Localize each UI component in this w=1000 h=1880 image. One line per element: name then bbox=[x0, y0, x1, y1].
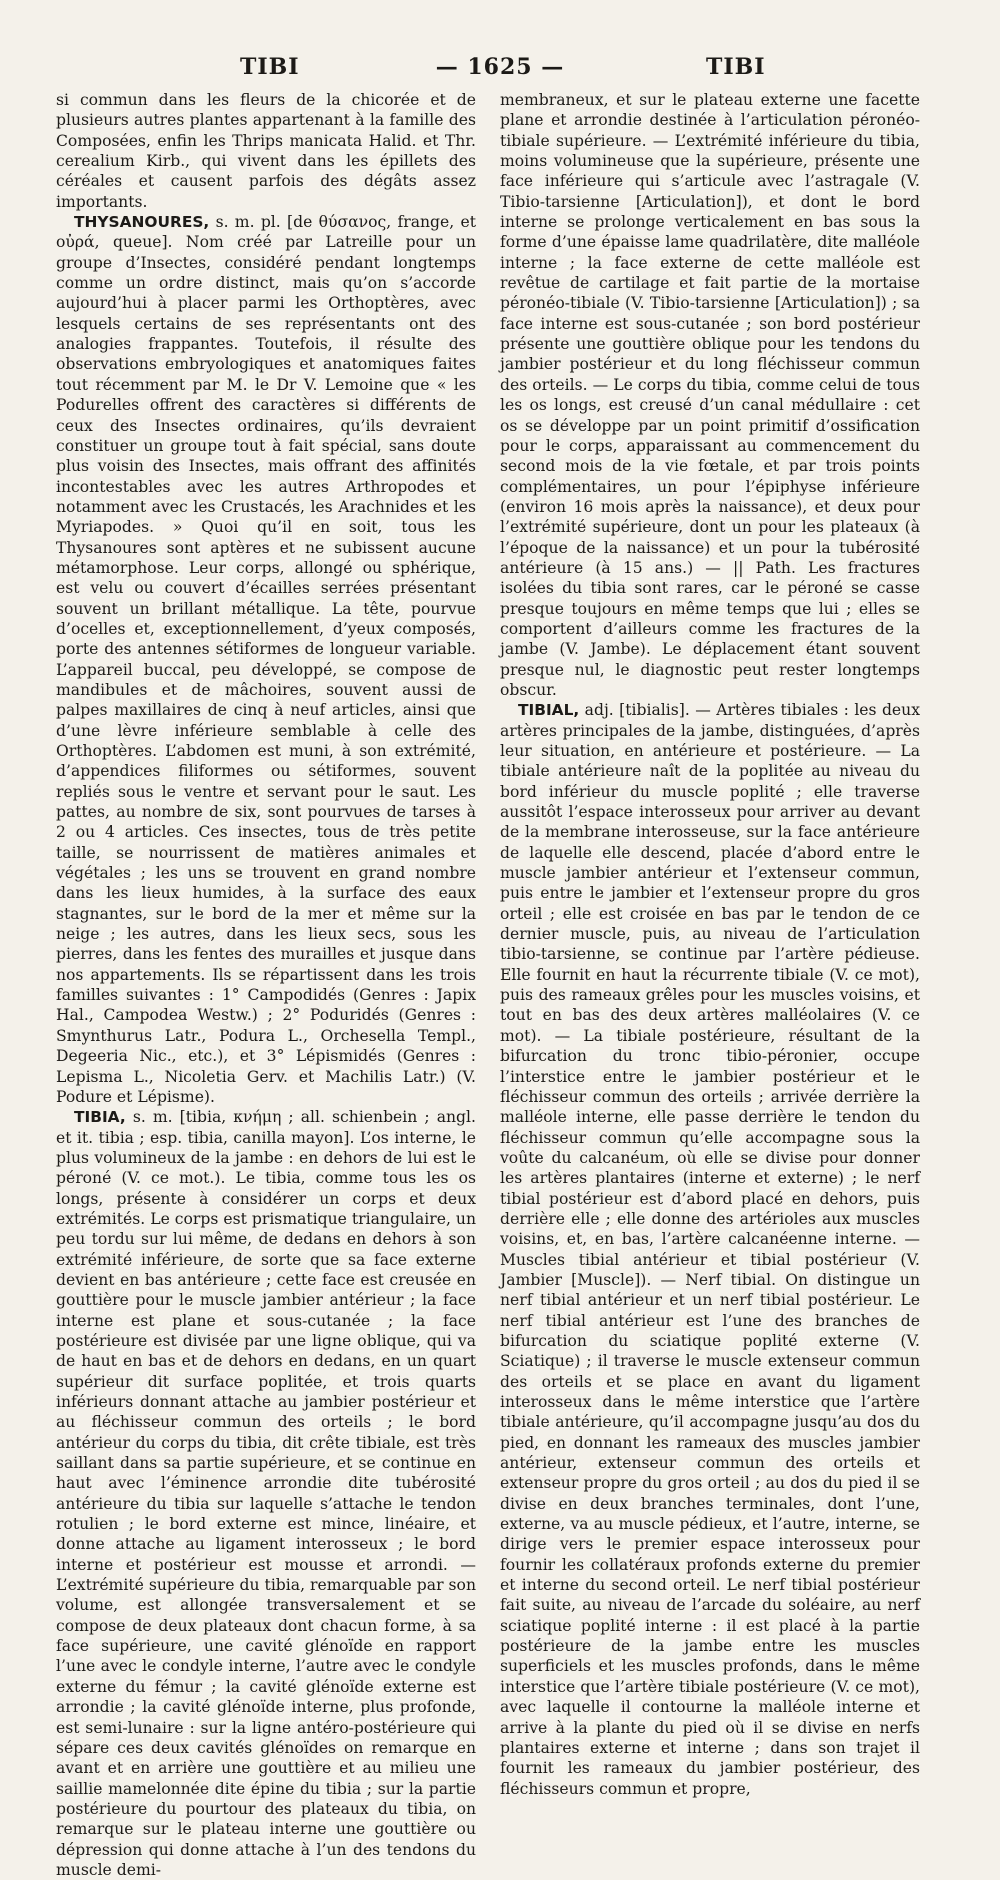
entry-tibia bbox=[56, 1107, 476, 1880]
left-column bbox=[56, 90, 476, 1880]
entry-tibial bbox=[500, 700, 920, 1799]
headword-tibia: TIBIA, bbox=[74, 1108, 126, 1127]
page-number: — 1625 — bbox=[435, 54, 565, 80]
header-right-keyword: TIBI bbox=[706, 54, 766, 80]
right-column bbox=[500, 90, 920, 1799]
entry-tibia-text: s. m. [tibia, κνήμη ; all. schienbein ; angl. et it. tibia ; esp. tibia, canilla mayon]. L’os interne, le plus volumineux de la jambe : en dehors de lui est le péroné (V. ce mot.). Le tibia, comme tous les os longs, présente à considérer un corps et deux extrémités. Le corps est prismatique triangulaire, un peu tordu sur lui même, de dedans en dehors à son extrémité inférieure, de sorte que sa face externe devient en bas antérieure ; cette face est creusée en gouttière pour le muscle jambier antérieur ; la face interne est plane et sous-cutanée ; la face postérieure est divisée par une ligne oblique, qui va de haut en bas et de dehors en dedans, en un quart supérieur dit surface poplitée, et trois quarts inférieurs donnant attache au jambier postérieur et au fléchisseur commun des orteils ; le bord antérieur du corps du tibia, dit crête tibiale, est très saillant dans sa partie supérieure, et se continue en haut avec l’éminence arrondie dite tubérosité antérieure du tibia sur laquelle s’attache le tendon rotulien ; le bord externe est mince, linéaire, et donne attache au ligament interosseux ; le bord interne et postérieur est mousse et arrondi. — L’extrémité supérieure du tibia, remarquable par son volume, est allongée transversalement et se compose de deux plateaux dont chacun forme, à sa face supérieure, une cavité glénoïde en rapport l’une avec le condyle interne, l’autre avec le condyle externe du fémur ; la cavité glénoïde externe est arrondie ; la cavité glénoïde interne, plus profonde, est semi-lunaire : sur la ligne antéro-postérieure qui sépare ces deux cavités glénoïdes on remarque en avant et en arrière une gouttière et au milieu une saillie mamelonnée dite épine du tibia ; sur la partie postérieure du pourtour des plateaux du tibia, on remarque sur le plateau interne une gouttière ou dépression qui donne attache à l’un des tendons du muscle demi- bbox=[56, 1108, 476, 1879]
headword-thysanoures: THYSANOURES, bbox=[74, 213, 210, 232]
entry-thysanoures bbox=[56, 212, 476, 1107]
running-header bbox=[0, 54, 1000, 86]
entry-thysanoures-text: s. m. pl. [de θύσανος, frange, et οὐρά, queue]. Nom créé par Latreille pour un groupe d’Insectes, considéré pendant longtemps comme un ordre distinct, mais qu’on s’accorde aujourd’hui à placer parmi les Orthoptères, avec lesquels certains de ses représentants ont des analogies frappantes. Toutefois, il résulte des observations embryologiques et anatomiques faites tout récemment par M. le Dr V. Lemoine que « les Podurelles offrent des caractères si différents de ceux des Insectes ordinaires, qu’ils devraient constituer un groupe tout à fait spécial, sans doute plus voisin des Insectes, mais offrant des affinités incontestables avec les autres Arthropodes et notamment avec les Crustacés, les Arachnides et les Myriapodes. » Quoi qu’il en soit, tous les Thysanoures sont aptères et ne subissent aucune métamorphose. Leur corps, allongé ou sphérique, est velu ou couvert d’écailles serrées présentant souvent un brillant métallique. La tête, pourvue d’ocelles et, exceptionnellement, d’yeux composés, porte des antennes sétiformes de longueur variable. L’appareil buccal, peu développé, se compose de mandibules et de mâchoires, souvent aussi de palpes maxillaires de cinq à neuf articles, ainsi que d’une lèvre inférieure semblable à celle des Orthoptères. L’abdomen est muni, à son extrémité, d’appendices filiformes ou sétiformes, souvent repliés sous le ventre et servant pour le saut. Les pattes, au nombre de six, sont pourvues de tarses à 2 ou 4 articles. Ces insectes, tous de très petite taille, se nourrissent de matières animales et végétales ; les uns se trouvent en grand nombre dans les lieux humides, à la surface des eaux stagnantes, sur le bord de la mer et même sur la neige ; les autres, dans les lieux secs, sous les pierres, dans les fentes des murailles et jusque dans nos appartements. Ils se répartissent dans les trois familles suivantes : 1° Campodidés (Genres : Japix Hal., Campodea Westw.) ; 2° Poduridés (Genres : Smynthurus Latr., Podura L., Orchesella Templ., Degeeria Nic., etc.), et 3° Lépismidés (Genres : Lepisma L., Nicoletia Gerv. et Machilis Latr.) (V. Podure et Lépisme). bbox=[56, 213, 476, 1106]
continued-paragraph: si commun dans les fleurs de la chicorée et de plusieurs autres plantes appartenant à la famille des Composées, enfin les Thrips manicata Halid. et Thr. cerealium Kirb., qui vivent dans les épillets des céréales et causent parfois des dégâts assez importants. bbox=[56, 91, 476, 211]
entry-tibial-text: adj. [tibialis]. — Artères tibiales : les deux artères principales de la jambe, distinguées, d’après leur situation, en antérieure et postérieure. — La tibiale antérieure naît de la poplitée au niveau du bord inférieur du muscle poplité ; elle traverse aussitôt l’espace interosseux pour arriver au devant de la membrane interosseuse, sur la face antérieure de laquelle elle descend, placée d’abord entre le muscle jambier antérieur et l’extenseur commun, puis entre le jambier et l’extenseur propre du gros orteil ; elle est croisée en bas par le tendon de ce dernier muscle, puis, au niveau de l’articulation tibio-tarsienne, se continue par l’artère pédieuse. Elle fournit en haut la récurrente tibiale (V. ce mot), puis des rameaux grêles pour les muscles voisins, et tout en bas des deux artères malléolaires (V. ce mot). — La tibiale postérieure, résultant de la bifurcation du tronc tibio-péronier, occupe l’interstice entre le jambier postérieur et le fléchisseur commun des orteils ; arrivée derrière la malléole interne, elle passe derrière le tendon du fléchisseur commun qu’elle accompagne sous la voûte du calcanéum, où elle se divise pour donner les artères plantaires (interne et externe) ; le nerf tibial postérieur est d’abord placé en dehors, puis derrière elle ; elle donne des artérioles aux muscles voisins, et, en bas, l’artère calcanéenne interne. — Muscles tibial antérieur et tibial postérieur (V. Jambier [Muscle]). — Nerf tibial. On distingue un nerf tibial antérieur et un nerf tibial postérieur. Le nerf tibial antérieur est l’une des branches de bifurcation du sciatique poplité externe (V. Sciatique) ; il traverse le muscle extenseur commun des orteils et se place en avant du ligament interosseux dans le même interstice que l’artère tibiale antérieure, qu’il accompagne jusqu’au dos du pied, en donnant les rameaux des muscles jambier antérieur, extenseur commun des orteils et extenseur propre du gros orteil ; au dos du pied il se divise en deux branches terminales, dont l’une, externe, va au muscle pédieux, et l’autre, interne, se dirige vers le premier espace interosseux pour fournir les collatéraux profonds externe du premier et interne du second orteil. Le nerf tibial postérieur fait suite, au niveau de l’arcade du soléaire, au nerf sciatique poplité interne : il est placé à la partie postérieure de la jambe entre les muscles superficiels et les muscles profonds, dans le même interstice que l’artère tibiale postérieure (V. ce mot), avec laquelle il contourne la malléole interne et arrive à la plante du pied où il se divise en nerfs plantaires externe et interne ; dans son trajet il fournit les rameaux du jambier postérieur, des fléchisseurs commun et propre, bbox=[500, 701, 920, 1798]
headword-tibial: TIBIAL, bbox=[518, 701, 580, 720]
continued-paragraph-right: membraneux, et sur le plateau externe une facette plane et arrondie destinée à l’articulation péronéo-tibiale supérieure. — L’extrémité inférieure du tibia, moins volumineuse que la supérieure, présente une face inférieure qui s’articule avec l’astragale (V. Tibio-tarsienne [Articulation]), et dont le bord interne se prolonge verticalement en bas sous la forme d’une épaisse lame quadrilatère, dite malléole interne ; la face externe de cette malléole est revêtue de cartilage et fait partie de la mortaise péronéo-tibiale (V. Tibio-tarsienne [Articulation]) ; sa face interne est sous-cutanée ; son bord postérieur présente une gouttière oblique pour les tendons du jambier postérieur et du long fléchisseur commun des orteils. — Le corps du tibia, comme celui de tous les os longs, est creusé d’un canal médullaire : cet os se développe par un point primitif d’ossification pour le corps, apparaissant au commencement du second mois de la vie fœtale, et par trois points complémentaires, un pour l’épiphyse inférieure (environ 16 mois après la naissance), et deux pour l’extrémité supérieure, dont un pour les plateaux (à l’époque de la naissance) et un pour la tubérosité antérieure (à 15 ans.) — || Path. Les fractures isolées du tibia sont rares, car le péroné se casse presque toujours en même temps que lui ; elles se comportent d’ailleurs comme les fractures de la jambe (V. Jambe). Le déplacement étant souvent presque nul, le diagnostic peut rester longtemps obscur. bbox=[500, 91, 920, 699]
header-left-keyword: TIBI bbox=[240, 54, 300, 80]
